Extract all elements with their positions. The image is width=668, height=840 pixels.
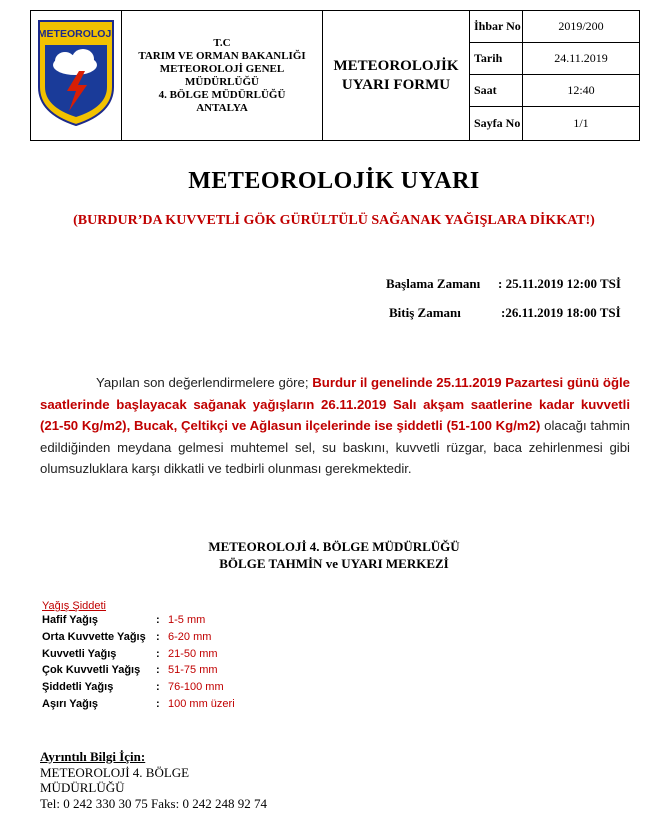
contact-block [40, 749, 267, 811]
logo-cell [31, 11, 122, 141]
rain-row [42, 630, 212, 648]
rain-colon: : [156, 664, 160, 677]
field-value-ihbar: 2019/200 [523, 11, 640, 43]
rain-value: 21-50 mm [168, 647, 218, 660]
rain-label: Orta Kuvvette Yağış [42, 630, 146, 643]
rain-row [42, 697, 235, 715]
rain-row [42, 614, 206, 631]
form-title-line: UYARI FORMU [341, 76, 451, 93]
rain-colon: : [156, 647, 160, 660]
contact-line: METEOROLOJİ 4. BÖLGE [40, 764, 190, 780]
logo-text: METEOROLOJİ [37, 28, 115, 40]
body-rest: olacağı tahmin edildiğinden meydana gelmesi muhtemel sel, su baskını, kuvvetli rüzgar, baca zehirlenmesi gibi olumsuzluklara karşı dikkatli ve tedbirli olunması gerekmektedir. [40, 418, 630, 476]
contact-phone: Tel: 0 242 330 30 75 Faks: 0 242 248 92 74 [40, 795, 267, 811]
end-time-label: Bitiş Zamanı [389, 305, 461, 320]
body-highlight: Burdur il genelinde 25.11.2019 Pazartesi günü öğle saatlerinde başlayacak sağanak yağışların 26.11.2019 Salı akşam saatlerine kadar kuvvetli (21-50 Kg/m2), Bucak, Çeltikçi ve Ağlasun ilçelerinde ise şiddetli (51-100 Kg/m2) [40, 375, 631, 433]
org-line: MÜDÜRLÜĞÜ [185, 75, 259, 88]
rain-intensity-table [42, 600, 235, 715]
warning-subtitle: (BURDUR’DA KUVVETLİ GÖK GÜRÜLTÜLÜ SAĞANAK YAĞIŞLARA DİKKAT!) [73, 213, 595, 228]
issuer-block [0, 538, 668, 572]
rain-value: 76-100 mm [168, 681, 224, 694]
contact-line: MÜDÜRLÜĞÜ [40, 780, 125, 795]
rain-value: 100 mm üzeri [168, 697, 235, 710]
org-line: ANTALYA [196, 101, 248, 114]
org-line: TARIM VE ORMAN BAKANLIĞI [138, 49, 306, 62]
issuer-line: BÖLGE TAHMİN ve UYARI MERKEZİ [219, 556, 449, 571]
field-label-ihbar: İhbar No [470, 11, 523, 43]
issuer-line: METEOROLOJİ 4. BÖLGE MÜDÜRLÜĞÜ [208, 539, 460, 554]
body-intro: Yapılan son değerlendirmelere göre; [96, 375, 313, 390]
field-value-sayfa: 1/1 [523, 107, 640, 141]
field-label-tarih: Tarih [470, 43, 523, 75]
rain-label: Kuvvetli Yağış [42, 647, 117, 660]
field-label-sayfa: Sayfa No [470, 107, 523, 141]
page-title: METEOROLOJİK UYARI [188, 168, 480, 194]
rain-label: Çok Kuvvetli Yağış [42, 664, 141, 677]
start-time-value: : 25.11.2019 12:00 TSİ [498, 276, 621, 291]
warning-body [40, 372, 630, 480]
form-title-line: METEOROLOJİK [333, 57, 459, 74]
contact-title: Ayrıntılı Bilgi İçin: [40, 749, 146, 764]
start-time-label: Başlama Zamanı [386, 276, 481, 291]
rain-colon: : [156, 614, 160, 626]
rain-colon: : [156, 697, 160, 710]
org-line: 4. BÖLGE MÜDÜRLÜĞÜ [158, 88, 286, 101]
end-time-value: :26.11.2019 18:00 TSİ [501, 305, 621, 320]
rain-value: 1-5 mm [168, 614, 206, 626]
meteoroloji-logo [35, 17, 117, 129]
rain-label: Aşırı Yağış [42, 697, 99, 710]
rain-label: Şiddetli Yağış [42, 681, 114, 694]
rain-value: 51-75 mm [168, 664, 218, 677]
rain-label: Hafif Yağış [42, 614, 99, 626]
form-header [30, 10, 640, 140]
organization-cell [122, 11, 323, 141]
rain-colon: : [156, 630, 160, 643]
field-value-saat: 12:40 [523, 75, 640, 107]
rain-row [42, 681, 224, 698]
rain-value: 6-20 mm [168, 630, 212, 643]
rain-colon: : [156, 681, 160, 694]
field-value-tarih: 24.11.2019 [523, 43, 640, 75]
org-line: T.C [213, 36, 231, 49]
rain-row [42, 664, 218, 681]
rain-row [42, 647, 218, 665]
org-line: METEOROLOJİ GENEL [159, 62, 285, 75]
rain-intensity-title: Yağış Şiddeti [42, 600, 107, 612]
form-title-cell [323, 11, 470, 141]
field-label-saat: Saat [470, 75, 523, 107]
